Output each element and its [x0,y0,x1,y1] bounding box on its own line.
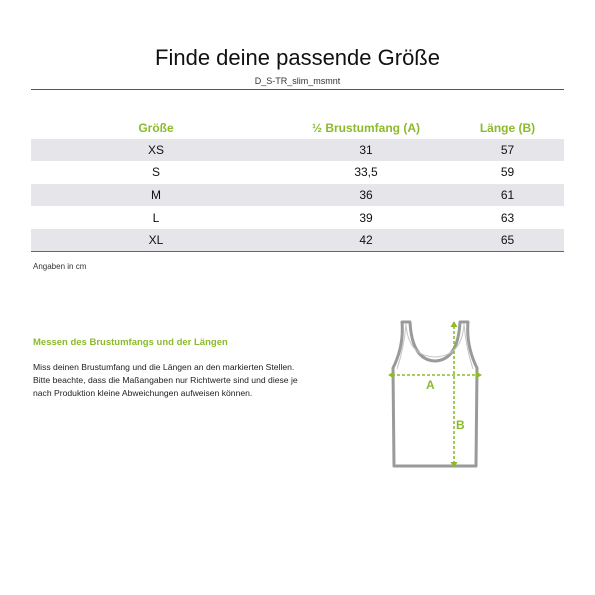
cell-size: XL [31,229,281,252]
cell-length: 61 [451,184,564,207]
tank-top-outline [393,322,477,466]
product-code: D_S-TR_slim_msmnt [254,76,341,86]
label-b: B [456,418,465,432]
arrowhead-a-left [388,372,394,379]
measure-paragraph: Bitte beachte, dass die Maßangaben nur Richtwerte sind und diese je nach Produktion kleine Abweichungen aufweisen können. [33,375,298,399]
cell-size: S [31,161,281,184]
cell-chest: 31 [281,139,451,161]
label-a: A [426,378,435,392]
measure-instructions [33,361,313,401]
tank-top-trim [406,324,464,357]
column-header-size: Größe [138,121,174,135]
cell-chest: 33,5 [281,161,451,184]
units-note: Angaben in cm [33,262,87,271]
cell-chest: 39 [281,206,451,229]
cell-size: XS [31,139,281,161]
cell-length: 63 [451,206,564,229]
tank-top-icon [380,316,490,476]
table-row [31,139,564,161]
table-row [31,206,564,229]
measure-heading: Messen des Brustumfangs und der Längen [33,337,228,348]
cell-size: M [31,184,281,207]
column-header-length: Länge (B) [479,121,536,135]
page-title: Finde deine passende Größe [155,45,440,70]
arrowhead-a-right [476,372,482,379]
column-header-chest: ½ Brustumfang (A) [312,121,420,135]
divider [31,89,564,90]
table-header-row [31,117,564,139]
cell-chest: 42 [281,229,451,252]
cell-length: 65 [451,229,564,252]
table-row [31,229,564,252]
cell-length: 57 [451,139,564,161]
cell-chest: 36 [281,184,451,207]
table-row [31,184,564,207]
size-table [31,117,564,252]
cell-length: 59 [451,161,564,184]
measure-paragraph: Miss deinen Brustumfang und die Längen an den markierten Stellen. [33,362,295,372]
cell-size: L [31,206,281,229]
arrowhead-b-top [451,321,458,327]
table-row [31,161,564,184]
